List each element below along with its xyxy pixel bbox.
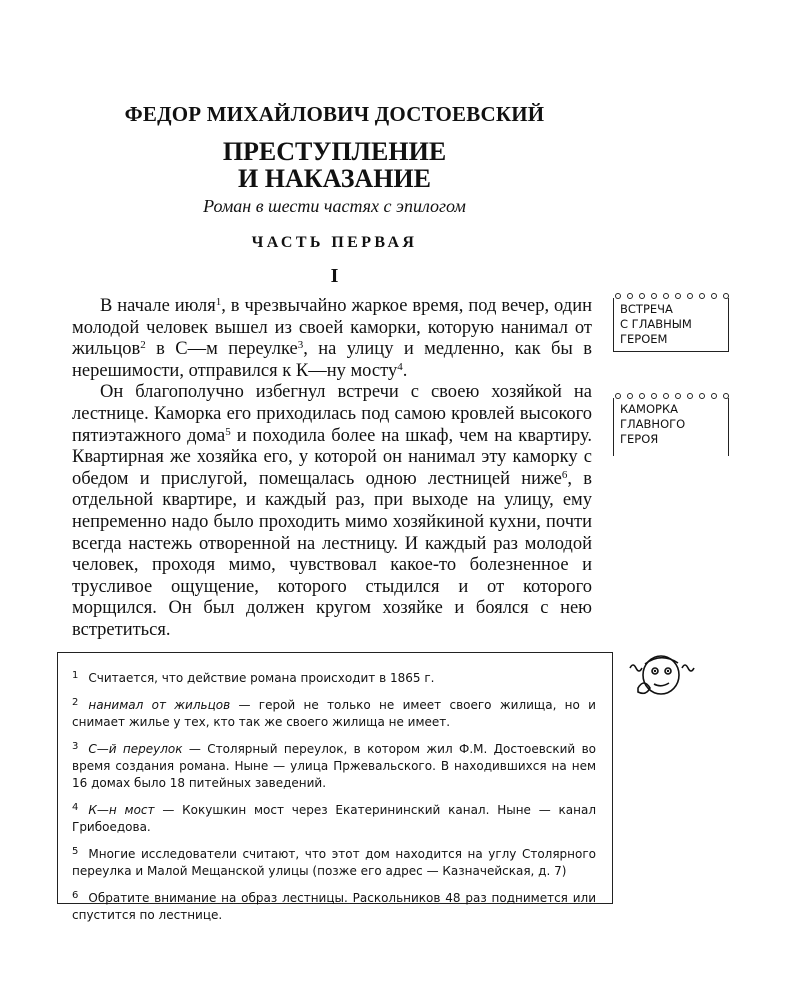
- footnote-text: — Кокушкин мост через Екатерининский канал. Ныне — канал Грибоедова.: [72, 803, 597, 834]
- note-line: ГЕРОЕМ: [620, 332, 668, 346]
- text-run: В начале июля: [100, 296, 216, 316]
- footnote-4: [72, 799, 596, 836]
- text-run: , в отдельной квартире, и каждый раз, при выходе на улицу, ему непременно надо было проходить мимо хозяйкиной кухни, почти всегда настежь отворенной на лестницу. И каждый раз молодой человек, проходя мимо, чувствовал какое-то болезненное и трусливое ощущение, которого стыдился и от которого морщился. Он был должен кругом хозяйке и боялся с нею встретиться.: [72, 468, 592, 640]
- paragraph-1: [72, 296, 592, 382]
- book-subtitle: Роман в шести частях с эпилогом: [203, 196, 466, 216]
- footnote-2: [72, 694, 596, 731]
- note-line: КАМОРКА: [620, 402, 678, 416]
- footnote-number: 4: [72, 802, 79, 813]
- thinking-face-icon: [620, 648, 702, 704]
- footnote-text: — герой не только не имеет своего жилища, но и снимает жилье у тех, кто так же своего жилища не имеет.: [72, 698, 596, 729]
- text-run: , в чрезвычайно жаркое время, под вечер, один молодой человек вышел из своей каморки, которую нанимал от жильцов: [72, 296, 592, 360]
- footnote-ref[interactable]: 6: [561, 468, 568, 481]
- text-run: Он благополучно избегнул встречи с своею хозяйкой на лестнице. Каморка его приходилась под самою кровлей высокого пятиэтажного дома: [72, 382, 592, 446]
- footnote-ref[interactable]: 1: [215, 296, 222, 308]
- footnote-number: 1: [72, 670, 79, 681]
- paragraph-2: [72, 382, 592, 641]
- note-line: ВСТРЕЧА: [620, 302, 673, 316]
- note-line: С ГЛАВНЫМ: [620, 317, 692, 331]
- footnote-term: К—н мост: [88, 803, 155, 817]
- text-run: , на улицу и медленно, как бы в нерешимости, отправился к К—ну мосту: [72, 339, 592, 381]
- part-heading: ЧАСТЬ ПЕРВАЯ: [251, 234, 418, 251]
- book-title-line-1: ПРЕСТУПЛЕНИЕ: [222, 137, 447, 166]
- text-run: в С—м переулке: [145, 339, 298, 360]
- footnote-ref[interactable]: 3: [297, 339, 304, 352]
- text-run: и походила более на шкаф, чем на квартиру. Квартирная же хозяйка его, у которой он нанимал эту каморку с обедом и прислугой, помещалась одною лестницей ниже: [72, 425, 592, 489]
- footnote-ref[interactable]: 2: [140, 339, 146, 352]
- note-line: ГЕРОЯ: [620, 432, 659, 446]
- footnote-term: С—й переулок: [88, 742, 183, 756]
- margin-note-meeting: [613, 298, 729, 352]
- margin-note-room: [613, 398, 729, 456]
- footnote-text: — Столярный переулок, в котором жил Ф.М. Достоевский во время создания романа. Ныне — улица Пржевальского. В находившихся на нем 16 домах было 18 питейных заведений.: [72, 742, 596, 790]
- footnote-term: нанимал от жильцов: [88, 698, 231, 712]
- footnote-text: Многие исследователи считают, что этот дом находится на углу Столярного переулка и Малой Мещанской улицы (позже его адрес — Казначейская, д. 7): [72, 847, 596, 878]
- footnote-text: Считается, что действие романа происходит в 1865 г.: [88, 671, 435, 685]
- footnote-6: [72, 887, 596, 924]
- footnote-number: 2: [72, 697, 79, 708]
- binder-rings-icon: [614, 292, 730, 300]
- footnote-ref[interactable]: 5: [225, 425, 231, 438]
- footnote-number: 3: [72, 741, 79, 752]
- chapter-number: I: [330, 265, 339, 287]
- author-name: ФЕДОР МИХАЙЛОВИЧ ДОСТОЕВСКИЙ: [124, 102, 545, 126]
- footnote-number: 6: [72, 890, 79, 901]
- footnote-1: [72, 667, 596, 687]
- book-title-line-2: И НАКАЗАНИЕ: [238, 164, 431, 193]
- binder-rings-icon: [614, 392, 730, 400]
- footnote-ref[interactable]: 4: [397, 360, 403, 373]
- footnote-3: [72, 738, 596, 792]
- text-run: .: [402, 360, 408, 381]
- footnotes-box: [57, 652, 613, 922]
- main-text: [72, 296, 592, 642]
- footnote-number: 5: [72, 846, 79, 857]
- footnote-5: [72, 843, 596, 880]
- book-title: [72, 138, 597, 192]
- footnote-text: Обратите внимание на образ лестницы. Раскольников 48 раз поднимется или спустится по лестнице.: [72, 891, 596, 922]
- note-line: ГЛАВНОГО: [620, 417, 686, 431]
